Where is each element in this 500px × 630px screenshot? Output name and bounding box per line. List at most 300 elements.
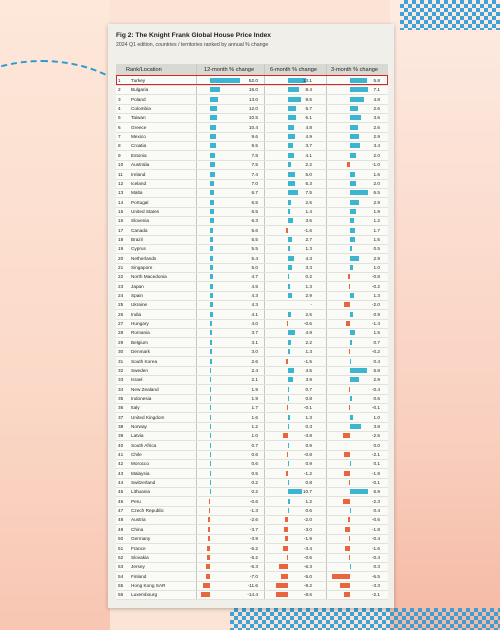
bar-m12 [209, 508, 210, 513]
rank-label: 23 [118, 283, 124, 289]
bar-m12 [210, 200, 214, 205]
location-label: Switzerland [131, 480, 156, 486]
value-label-m3: -2.5 [371, 433, 380, 439]
value-label-m12: 6.5 [251, 199, 258, 205]
value-label-m6: 9.5 [305, 96, 312, 102]
bar-m6 [286, 359, 288, 364]
bar-m3 [350, 312, 353, 317]
bar-m3 [350, 106, 358, 111]
bar-m3 [348, 274, 350, 279]
bar-m6 [283, 546, 288, 551]
location-label: Israel [131, 377, 143, 383]
value-label-m6: 4.1 [305, 152, 312, 158]
value-label-m12: -3.9 [249, 536, 258, 542]
location-label: Malaysia [131, 470, 150, 476]
rank-label: 22 [118, 274, 124, 280]
value-label-m12: 5.0 [251, 265, 258, 270]
value-label-m3: 0.1 [373, 461, 380, 467]
bar-m6 [288, 218, 293, 223]
value-label-m6: - [310, 302, 312, 308]
value-label-m12: 4.3 [251, 293, 258, 299]
value-label-m12: 4.5 [251, 283, 258, 289]
value-label-m6: -9.2 [303, 582, 312, 588]
value-label-m6: -0.1 [303, 405, 312, 411]
rank-label: 7 [118, 134, 121, 140]
location-label: Cyprus [131, 246, 146, 252]
value-label-m12: 12.0 [248, 106, 258, 112]
bar-m6 [288, 387, 289, 392]
rank-label: 2 [118, 87, 121, 93]
bar-m6 [288, 246, 290, 251]
location-label: Japan [131, 283, 144, 289]
bar-m3 [343, 499, 350, 504]
rank-label: 17 [118, 227, 124, 233]
location-label: United States [131, 208, 160, 214]
value-label-m3: 0.4 [373, 508, 380, 514]
bar-m3 [350, 377, 359, 382]
bar-m12 [207, 555, 210, 560]
bar-m12 [208, 536, 210, 541]
bar-m6 [287, 405, 288, 410]
bar-m12 [210, 312, 213, 317]
rank-label: 52 [118, 554, 124, 560]
bar-m12 [210, 228, 213, 233]
value-label-m12: 5.4 [251, 255, 258, 261]
bar-m3 [343, 433, 351, 438]
value-label-m12: 4.3 [251, 302, 258, 308]
rank-label: 19 [118, 246, 124, 252]
value-label-m6: 8.4 [305, 87, 312, 93]
bar-m3 [349, 349, 350, 354]
checker-pattern-top [400, 0, 500, 30]
table-row [116, 590, 388, 600]
bar-m12 [210, 293, 213, 298]
value-label-m12: 1.9 [251, 395, 258, 401]
location-label: Netherlands [131, 255, 157, 261]
value-label-m6: 1.3 [305, 246, 312, 252]
rank-label: 56 [118, 592, 124, 598]
rank-label: 25 [118, 302, 124, 308]
bar-m3 [350, 228, 355, 233]
bar-m6 [288, 396, 289, 401]
value-label-m3: 0.3 [373, 564, 380, 570]
value-label-m6: -5.0 [303, 573, 312, 579]
value-label-m3: 2.0 [373, 180, 380, 186]
bar-m3 [332, 574, 350, 579]
value-label-m12: -3.7 [249, 526, 258, 532]
bar-m3 [350, 125, 358, 130]
value-label-m12: 1.0 [251, 433, 258, 439]
value-label-m6: 2.5 [305, 199, 312, 205]
bar-m12 [206, 574, 210, 579]
bar-m12 [210, 387, 211, 392]
value-label-m12: 7.8 [251, 152, 258, 158]
location-label: India [131, 311, 142, 317]
value-label-m6: -0.6 [303, 321, 312, 327]
location-label: Taiwan [131, 115, 146, 121]
location-label: South Africa [131, 442, 157, 448]
bar-m6 [287, 555, 288, 560]
bar-m12 [210, 134, 216, 139]
rank-label: 51 [118, 545, 124, 551]
bar-m3 [350, 172, 355, 177]
bar-m12 [207, 546, 210, 551]
bar-m12 [210, 415, 211, 420]
bar-m6 [284, 527, 288, 532]
value-label-m12: 0.6 [251, 461, 258, 467]
bar-m12 [210, 480, 211, 485]
rank-label: 32 [118, 367, 124, 373]
location-label: Slovakia [131, 554, 149, 560]
bar-m3 [350, 246, 352, 251]
value-label-m3: -1.9 [371, 470, 380, 476]
value-label-m6: 1.2 [305, 498, 312, 504]
bar-m3 [350, 265, 353, 270]
rank-label: 37 [118, 414, 124, 420]
bar-m3 [344, 302, 350, 307]
bar-m12 [210, 218, 214, 223]
value-label-m12: 7.0 [251, 180, 258, 186]
location-label: Belgium [131, 339, 148, 345]
location-label: Estonia [131, 152, 147, 158]
value-label-m3: 6.5 [373, 190, 380, 196]
value-label-m12: 9.5 [251, 143, 258, 149]
rank-label: 8 [118, 143, 121, 149]
value-label-m12: 16.0 [248, 87, 258, 93]
value-label-m12: 0.7 [251, 442, 258, 448]
value-label-m6: 3.6 [305, 218, 312, 224]
value-label-m3: -0.1 [371, 405, 380, 411]
rank-label: 14 [118, 199, 124, 205]
location-label: Ireland [131, 171, 146, 177]
value-label-m3: -1.0 [371, 162, 380, 168]
location-label: Latvia [131, 433, 144, 439]
bar-m12 [210, 162, 215, 167]
value-label-m3: 2.6 [373, 124, 380, 130]
value-label-m3: -2.1 [371, 452, 380, 457]
bar-m3 [345, 546, 350, 551]
bar-m6 [288, 368, 294, 373]
bar-m6 [288, 330, 295, 335]
bar-m12 [210, 330, 212, 335]
rank-label: 46 [118, 498, 124, 504]
value-label-m12: 2.4 [251, 367, 258, 373]
value-label-m3: -0.4 [371, 386, 380, 392]
bar-m12 [210, 433, 211, 438]
highlight-box-top-row [116, 75, 388, 85]
value-label-m3: -2.1 [371, 592, 380, 598]
bar-m12 [210, 274, 213, 279]
bar-m3 [347, 162, 350, 167]
bar-m6 [288, 162, 291, 167]
value-label-m12: 1.7 [251, 405, 258, 411]
value-label-m3: 0.5 [373, 246, 380, 252]
bar-m3 [349, 405, 350, 410]
bar-m12 [210, 424, 211, 429]
bar-m12 [210, 452, 211, 457]
location-label: Spain [131, 293, 143, 299]
value-label-m3: -0.2 [371, 283, 380, 289]
value-label-m3: -0.8 [371, 274, 380, 280]
bar-m12 [209, 499, 210, 504]
value-label-m12: 52.0 [248, 78, 258, 83]
rank-label: 44 [118, 480, 124, 486]
bar-m12 [210, 256, 213, 261]
bar-m3 [346, 321, 350, 326]
bar-m6 [281, 574, 288, 579]
value-label-m6: -8.6 [303, 592, 312, 598]
value-label-m12: 4.1 [251, 311, 258, 317]
value-label-m3: -0.1 [371, 480, 380, 486]
bar-m3 [350, 200, 359, 205]
bar-m3 [350, 115, 361, 120]
value-label-m3: 0.4 [373, 358, 380, 364]
location-label: Czech Republic [131, 508, 164, 514]
bar-m12 [210, 237, 213, 242]
chart-card [108, 24, 394, 608]
location-label: Peru [131, 498, 141, 504]
value-label-m6: 10.7 [302, 489, 312, 495]
value-label-m3: -2.3 [371, 498, 380, 504]
rank-label: 42 [118, 461, 124, 467]
value-label-m12: 2.1 [251, 377, 258, 383]
value-label-m3: 1.7 [373, 227, 380, 233]
bar-m6 [286, 471, 288, 476]
value-label-m12: 5.6 [251, 227, 258, 233]
bar-m6 [288, 312, 291, 317]
value-label-m6: 1.3 [305, 349, 312, 355]
value-label-m3: 1.3 [373, 293, 380, 299]
value-label-m12: 7.5 [251, 162, 258, 168]
rank-label: 24 [118, 293, 124, 299]
location-label: Slovenia [131, 218, 149, 224]
value-label-m6: 2.7 [305, 236, 312, 242]
bar-m3 [350, 564, 351, 569]
value-label-m6: 4.9 [305, 134, 312, 140]
bar-m12 [210, 125, 216, 130]
bar-m12 [210, 115, 217, 120]
value-label-m6: 4.3 [305, 255, 312, 261]
value-label-m12: 5.5 [251, 236, 258, 242]
bar-m12 [210, 471, 211, 476]
bar-m3 [350, 209, 356, 214]
column-header-rank-location: Rank/Location [126, 67, 162, 73]
location-label: Greece [131, 124, 147, 130]
value-label-m6: 2.2 [305, 162, 312, 168]
rank-label: 18 [118, 236, 124, 242]
value-label-m3: 0.9 [373, 311, 380, 317]
column-header-6-month: 6-month % change [270, 67, 317, 73]
bar-m6 [288, 480, 289, 485]
bar-m12 [210, 153, 215, 158]
bar-m6 [288, 153, 294, 158]
value-label-m3: 3.4 [373, 143, 380, 149]
value-label-m3: 6.9 [373, 489, 380, 495]
rank-label: 43 [118, 470, 124, 476]
value-label-m3: -0.2 [371, 349, 380, 355]
rank-label: 55 [118, 582, 124, 588]
value-label-m6: 0.8 [305, 480, 312, 486]
bar-m12 [201, 592, 210, 597]
bar-m12 [210, 321, 212, 326]
bar-m6 [288, 200, 291, 205]
value-label-m12: 7.4 [251, 171, 258, 177]
value-label-m3: -0.4 [371, 554, 380, 560]
rank-label: 38 [118, 423, 124, 429]
value-label-m12: 3.7 [251, 330, 258, 336]
value-label-m6: 13.1 [302, 78, 312, 83]
bar-m6 [288, 508, 289, 513]
value-label-m3: 1.5 [373, 330, 380, 336]
rank-label: 16 [118, 218, 124, 224]
value-label-m12: 10.4 [248, 124, 258, 130]
value-label-m6: 5.3 [305, 180, 312, 186]
rank-label: 45 [118, 489, 124, 495]
value-label-m12: 10.5 [248, 115, 258, 121]
bar-m6 [287, 321, 288, 326]
location-label: Malta [131, 190, 143, 196]
bar-m12 [210, 340, 212, 345]
location-label: Turkey [131, 78, 146, 83]
value-label-m6: 2.2 [305, 339, 312, 345]
bar-m12 [210, 368, 211, 373]
bar-m6 [288, 125, 294, 130]
bar-m3 [345, 527, 350, 532]
value-label-m12: -7.0 [249, 573, 258, 579]
bar-m3 [344, 452, 350, 457]
bar-m3 [349, 284, 350, 289]
rank-label: 31 [118, 358, 124, 364]
value-label-m3: 2.9 [373, 134, 380, 140]
rank-label: 27 [118, 321, 124, 327]
rank-label: 48 [118, 517, 124, 523]
bar-m3 [350, 218, 354, 223]
value-label-m12: 4.0 [251, 321, 258, 327]
value-label-m3: 0.6 [373, 395, 380, 401]
bar-m3 [350, 134, 359, 139]
location-label: China [131, 526, 144, 532]
bar-m12 [206, 564, 210, 569]
bar-m3 [350, 97, 364, 102]
value-label-m6: 1.3 [305, 414, 312, 420]
bar-m12 [208, 527, 210, 532]
location-label: Ukraine [131, 302, 148, 308]
background-right-panel [390, 0, 500, 630]
value-label-m6: -0.6 [303, 554, 312, 560]
bar-m6 [288, 190, 298, 195]
value-label-m12: -2.6 [249, 517, 258, 523]
rank-label: 39 [118, 433, 124, 439]
value-label-m12: 6.3 [251, 218, 258, 224]
location-label: Croatia [131, 143, 147, 149]
bar-m6 [288, 143, 293, 148]
bar-m3 [349, 387, 350, 392]
location-label: Singapore [131, 265, 153, 270]
bar-m3 [350, 508, 351, 513]
bar-m3 [350, 368, 367, 373]
location-label: Iceland [131, 180, 147, 186]
bar-m12 [210, 181, 214, 186]
value-label-m3: 1.6 [373, 171, 380, 177]
bar-m6 [279, 564, 288, 569]
value-label-m3: -2.0 [371, 302, 380, 308]
value-label-m12: 1.6 [251, 414, 258, 420]
value-label-m3: -0.4 [371, 536, 380, 542]
chart-subtitle: 2024 Q1 edition, countries / territories ranked by annual % change [116, 42, 269, 48]
location-label: Germany [131, 536, 151, 542]
value-label-m12: 0.2 [251, 489, 258, 495]
bar-m3 [340, 583, 350, 588]
rank-label: 13 [118, 190, 124, 196]
rank-label: 4 [118, 106, 121, 112]
bar-m12 [210, 209, 214, 214]
location-label: Sweden [131, 367, 148, 373]
value-label-m6: 0.3 [305, 423, 312, 429]
column-header-12-month: 12-month % change [204, 67, 255, 73]
value-label-m12: 0.5 [251, 470, 258, 476]
location-label: New Zealand [131, 386, 159, 392]
rank-label: 26 [118, 311, 124, 317]
rank-label: 53 [118, 564, 124, 570]
rank-label: 3 [118, 96, 121, 102]
bar-m6 [288, 377, 293, 382]
bar-m12 [210, 106, 217, 111]
rank-label: 36 [118, 405, 124, 411]
value-label-m12: 9.6 [251, 134, 258, 140]
value-label-m6: -6.3 [303, 564, 312, 570]
value-label-m6: 0.9 [305, 442, 312, 448]
chart-title: Fig 2: The Knight Frank Global House Price Index [116, 32, 271, 39]
location-label: Poland [131, 96, 146, 102]
value-label-m3: -1.4 [371, 321, 380, 327]
column-header-3-month: 3-month % change [331, 67, 378, 73]
value-label-m6: -0.8 [303, 452, 312, 457]
bar-m6 [276, 592, 288, 597]
value-label-m12: 6.5 [251, 208, 258, 214]
bar-m6 [288, 443, 289, 448]
rank-label: 49 [118, 526, 124, 532]
location-label: Romania [131, 330, 150, 336]
bar-m6 [288, 256, 294, 261]
bar-m6 [288, 134, 295, 139]
rank-label: 11 [118, 171, 123, 177]
bar-m12 [210, 489, 211, 494]
value-label-m3: 3.6 [373, 115, 380, 121]
bar-m12 [210, 396, 211, 401]
bar-m6 [288, 274, 289, 279]
value-label-m6: 4.8 [305, 124, 312, 130]
bar-m12 [210, 284, 213, 289]
value-label-m12: 3.1 [251, 339, 258, 345]
location-label: Italy [131, 405, 140, 411]
bar-m3 [350, 143, 360, 148]
value-label-m3: 2.9 [373, 377, 380, 383]
value-label-m3: -1.8 [371, 526, 380, 532]
bar-m12 [210, 377, 211, 382]
value-label-m6: 3.7 [305, 143, 312, 149]
bar-m12 [210, 265, 213, 270]
table-header [116, 64, 388, 75]
value-label-m12: 1.2 [251, 423, 258, 429]
value-label-m3: 5.8 [373, 78, 380, 83]
bar-m12 [210, 405, 211, 410]
location-label: Morocco [131, 461, 149, 467]
location-label: United Kingdom [131, 414, 165, 420]
bar-m6 [288, 349, 290, 354]
bar-m12 [210, 359, 212, 364]
value-label-m6: -3.8 [303, 433, 312, 439]
bar-m12 [210, 172, 215, 177]
